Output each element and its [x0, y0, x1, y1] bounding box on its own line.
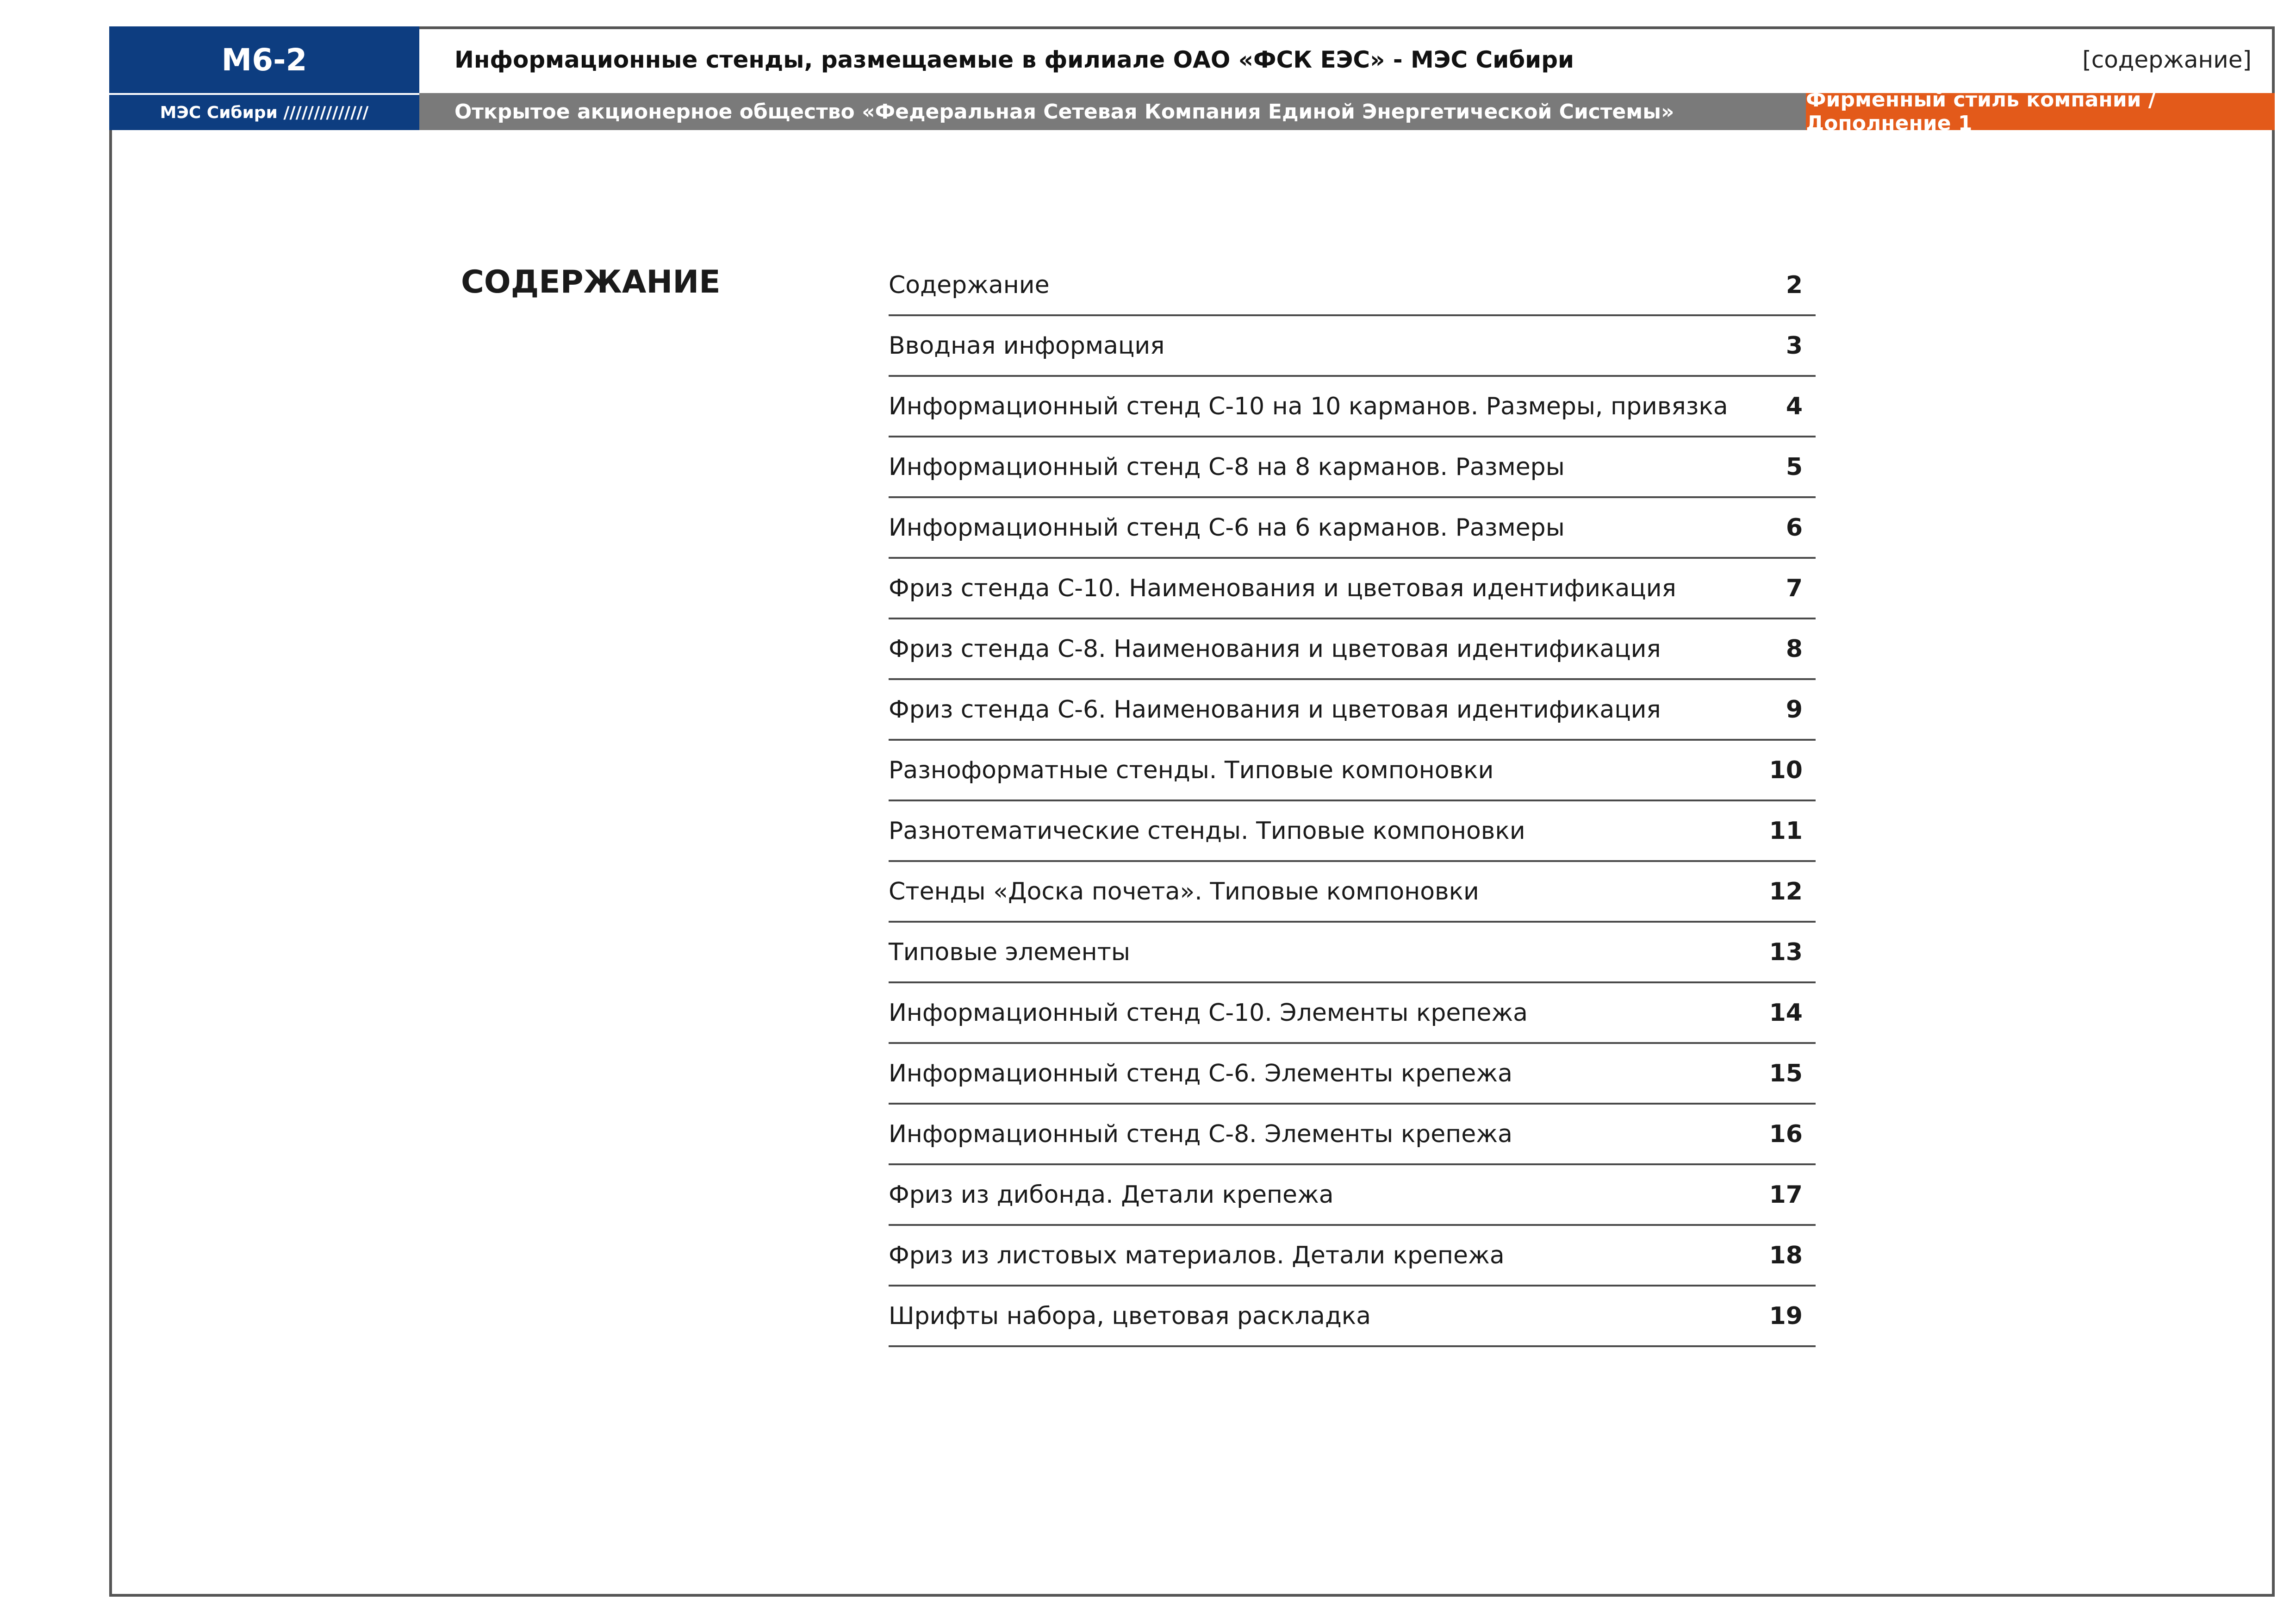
- toc-entry-page: 16: [1769, 1120, 1803, 1148]
- toc-entry[interactable]: [889, 680, 1816, 741]
- toc-entry-page: 3: [1786, 331, 1803, 360]
- toc-entry-title: Фриз из листовых материалов. Детали крепежа: [889, 1241, 1505, 1269]
- toc-entry-page: 15: [1769, 1059, 1803, 1087]
- toc-entry[interactable]: [889, 983, 1816, 1044]
- toc-entry[interactable]: [889, 1044, 1816, 1105]
- table-of-contents: [889, 256, 1816, 1347]
- toc-entry-page: 17: [1769, 1181, 1803, 1209]
- toc-entry-title: Типовые элементы: [889, 938, 1130, 966]
- toc-entry-page: 19: [1769, 1302, 1803, 1330]
- toc-heading: СОДЕРЖАНИЕ: [461, 264, 721, 300]
- toc-entry-title: Фриз стенда С-6. Наименования и цветовая идентификация: [889, 695, 1661, 724]
- document-title: Информационные стенды, размещаемые в филиале ОАО «ФСК ЕЭС» - МЭС Сибири: [454, 46, 1574, 73]
- toc-entry-title: Информационный стенд С-8. Элементы крепежа: [889, 1120, 1512, 1148]
- brand-label: МЭС Сибири //////////////: [109, 93, 419, 130]
- toc-entry[interactable]: [889, 801, 1816, 862]
- toc-entry[interactable]: [889, 316, 1816, 377]
- toc-entry-title: Информационный стенд С-8 на 8 карманов. Размеры: [889, 453, 1565, 481]
- toc-entry-title: Шрифты набора, цветовая раскладка: [889, 1302, 1371, 1330]
- toc-entry[interactable]: [889, 619, 1816, 680]
- toc-entry-title: Разноформатные стенды. Типовые компоновки: [889, 756, 1494, 784]
- toc-entry-title: Фриз из дибонда. Детали крепежа: [889, 1181, 1334, 1209]
- style-note-bar: Фирменный стиль компании / Дополнение 1: [1806, 93, 2275, 130]
- toc-entry[interactable]: [889, 256, 1816, 316]
- toc-entry-title: Информационный стенд С-6. Элементы крепежа: [889, 1059, 1512, 1087]
- header-top-row: [109, 26, 2275, 93]
- toc-entry[interactable]: [889, 1165, 1816, 1226]
- toc-entry[interactable]: [889, 437, 1816, 498]
- toc-entry-title: Информационный стенд С-6 на 6 карманов. Размеры: [889, 513, 1565, 542]
- toc-entry-page: 14: [1769, 999, 1803, 1027]
- header-bottom-row: [109, 88, 2275, 135]
- toc-entry[interactable]: [889, 923, 1816, 983]
- toc-entry-page: 12: [1769, 877, 1803, 906]
- toc-entry[interactable]: [889, 559, 1816, 619]
- toc-entry[interactable]: [889, 1105, 1816, 1165]
- toc-entry-title: Разнотематические стенды. Типовые компоновки: [889, 817, 1525, 845]
- toc-entry[interactable]: [889, 1226, 1816, 1287]
- toc-entry-title: Информационный стенд С-10. Элементы крепежа: [889, 999, 1528, 1027]
- toc-entry-page: 5: [1786, 453, 1803, 481]
- section-tag: [содержание]: [2082, 46, 2252, 73]
- toc-entry-title: Стенды «Доска почета». Типовые компоновки: [889, 877, 1479, 906]
- toc-entry[interactable]: [889, 741, 1816, 801]
- toc-entry-page: 10: [1769, 756, 1803, 784]
- toc-entry-page: 4: [1786, 392, 1803, 420]
- toc-entry[interactable]: [889, 862, 1816, 923]
- document-code: М6-2: [109, 26, 419, 93]
- toc-entry[interactable]: [889, 498, 1816, 559]
- toc-entry[interactable]: [889, 377, 1816, 437]
- toc-entry-page: 7: [1786, 574, 1803, 602]
- company-name-bar: Открытое акционерное общество «Федеральная Сетевая Компания Единой Энергетической Системы»: [419, 93, 1806, 130]
- toc-entry-title: Содержание: [889, 271, 1050, 299]
- toc-entry-page: 8: [1786, 635, 1803, 663]
- toc-entry-title: Фриз стенда С-10. Наименования и цветовая идентификация: [889, 574, 1676, 602]
- toc-entry[interactable]: [889, 1287, 1816, 1347]
- toc-entry-title: Информационный стенд С-10 на 10 карманов. Размеры, привязка: [889, 392, 1728, 420]
- toc-entry-page: 13: [1769, 938, 1803, 966]
- toc-entry-title: Вводная информация: [889, 331, 1165, 360]
- toc-entry-title: Фриз стенда С-8. Наименования и цветовая идентификация: [889, 635, 1661, 663]
- toc-entry-page: 2: [1786, 271, 1803, 299]
- toc-entry-page: 9: [1786, 695, 1803, 724]
- toc-entry-page: 18: [1769, 1241, 1803, 1269]
- toc-entry-page: 6: [1786, 513, 1803, 542]
- toc-entry-page: 11: [1769, 817, 1803, 845]
